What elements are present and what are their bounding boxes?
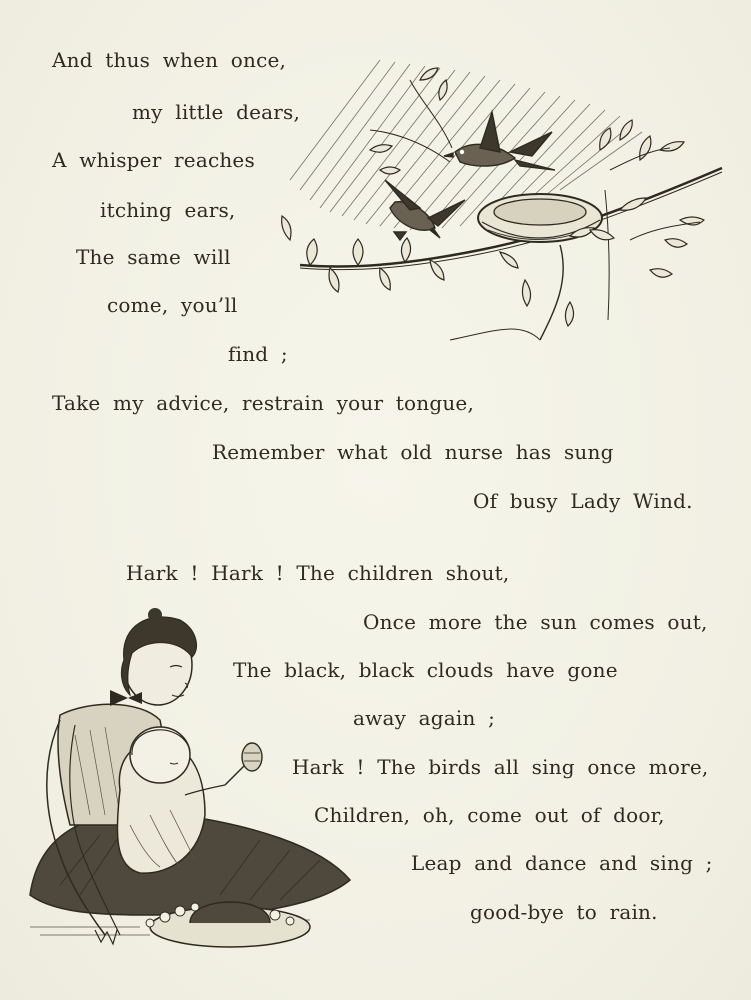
verse-line: away again ; xyxy=(353,706,496,730)
birds-nest-illustration xyxy=(270,40,730,350)
verse-line: good-bye to rain. xyxy=(470,900,658,924)
verse-line: come, you’ll xyxy=(107,293,238,317)
verse-line: The same will xyxy=(76,245,231,269)
verse-line: And thus when once, xyxy=(52,48,287,72)
verse-line: Leap and dance and sing ; xyxy=(411,851,713,875)
verse-line: itching ears, xyxy=(100,198,236,222)
verse-line: my little dears, xyxy=(132,100,301,124)
verse-line: Remember what old nurse has sung xyxy=(212,440,614,464)
verse-line: Once more the sun comes out, xyxy=(363,610,708,634)
verse-line: Of busy Lady Wind. xyxy=(473,489,693,513)
verse-line: The black, black clouds have gone xyxy=(233,658,618,682)
verse-line: find ; xyxy=(228,342,288,366)
verse-line: Children, oh, come out of door, xyxy=(314,803,665,827)
verse-line: A whisper reaches xyxy=(52,148,255,172)
verse-line: Hark ! Hark ! The children shout, xyxy=(126,561,510,585)
verse-line: Hark ! The birds all sing once more, xyxy=(292,755,709,779)
verse-line: Take my advice, restrain your tongue, xyxy=(52,391,475,415)
